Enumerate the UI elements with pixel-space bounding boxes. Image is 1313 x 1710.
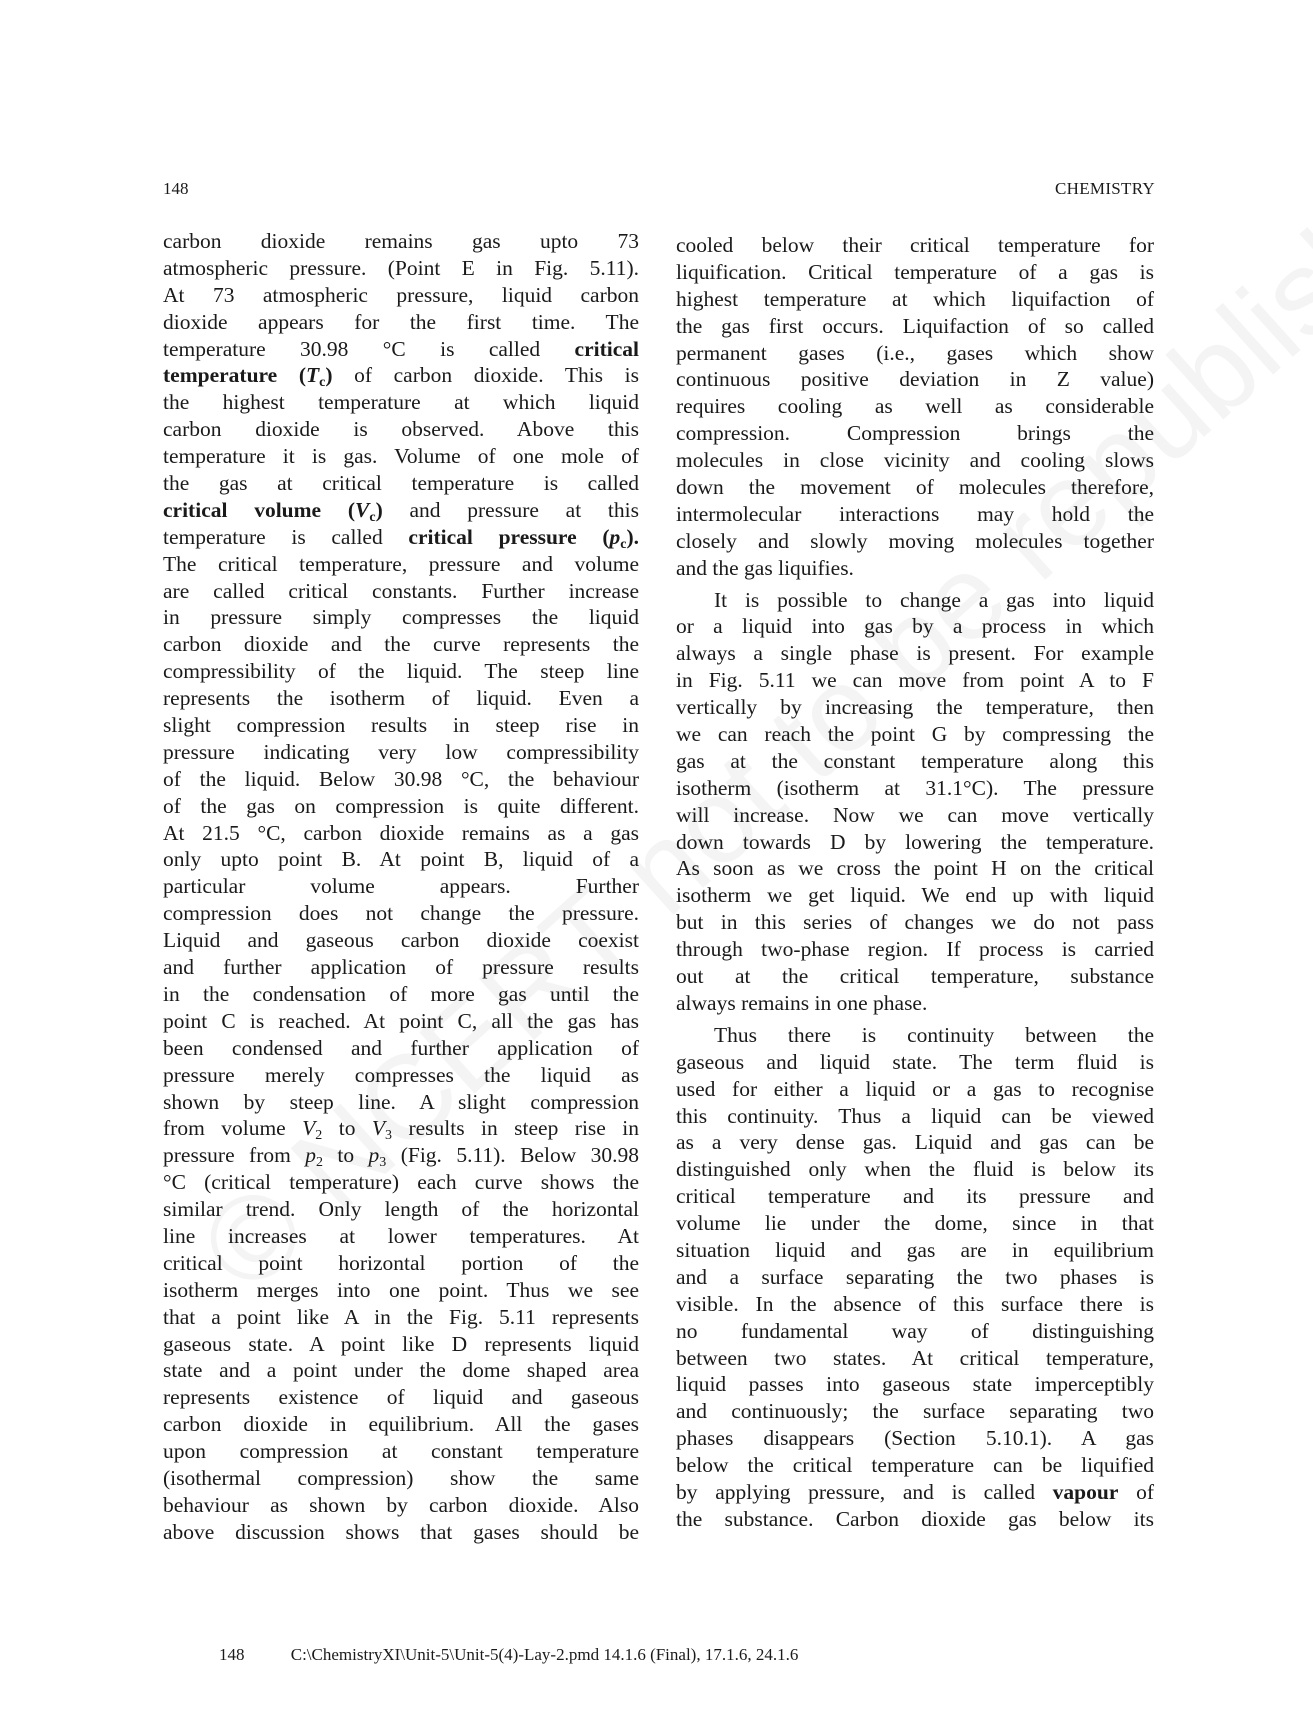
text-line (163, 1223, 639, 1250)
text-line (163, 389, 639, 416)
text-line (163, 873, 639, 900)
text: visible. In the absence of this surface there is (676, 1291, 1154, 1316)
text-line (163, 443, 639, 470)
text: At 21.5 °C, carbon dioxide remains as a gas (163, 820, 639, 845)
text: Thus there is continuity between the (714, 1022, 1154, 1047)
styled-text: V (371, 1116, 386, 1141)
text: pressure merely compresses the liquid as (163, 1062, 639, 1087)
text-line (163, 1411, 639, 1438)
text: °C (critical temperature) each curve shows the (163, 1170, 639, 1195)
text: similar trend. Only length of the horizontal (163, 1197, 639, 1222)
text: particular volume appears. Further (163, 874, 639, 899)
text: but in this series of changes we do not pass (676, 910, 1154, 935)
paragraph (676, 232, 1154, 582)
text: intermolecular interactions may hold the (676, 501, 1154, 526)
text: as a very dense gas. Liquid and gas can be (676, 1130, 1154, 1155)
text: continuous positive deviation in Z value) (676, 367, 1154, 392)
text: At 73 atmospheric pressure, liquid carbon (163, 282, 639, 307)
text: and a surface separating the two phases is (676, 1264, 1154, 1289)
text: liquid passes into gaseous state imperceptibly (676, 1372, 1154, 1397)
text: to (322, 1116, 372, 1141)
text: are called critical constants. Further increase (163, 578, 639, 603)
text: compression. Compression brings the (676, 421, 1154, 446)
text-line (676, 1452, 1154, 1479)
text: compressibility of the liquid. The steep line (163, 659, 639, 684)
text-line (163, 1089, 639, 1116)
text: dioxide appears for the first time. The (163, 309, 639, 334)
text: represents the isotherm of liquid. Even a (163, 686, 639, 711)
text: used for either a liquid or a gas to recognise (676, 1076, 1154, 1101)
text: carbon dioxide in equilibrium. All the gases (163, 1412, 639, 1437)
text-line (163, 1035, 639, 1062)
text: temperature it is gas. Volume of one mole of (163, 444, 639, 469)
text-line (163, 470, 639, 497)
subscript: 2 (315, 1128, 323, 1144)
text: in pressure simply compresses the liquid (163, 605, 639, 630)
text-line (676, 474, 1154, 501)
text-line (676, 855, 1154, 882)
text-line (676, 1479, 1154, 1506)
text-line (163, 1062, 639, 1089)
text: temperature is called (163, 524, 409, 549)
text: that a point like A in the Fig. 5.11 represents (163, 1304, 639, 1329)
text-line (163, 1277, 639, 1304)
text: Liquid and gaseous carbon dioxide coexist (163, 928, 639, 953)
text: critical temperature and its pressure and (676, 1184, 1154, 1209)
paragraph (676, 1022, 1154, 1533)
text-line (676, 420, 1154, 447)
text: atmospheric pressure. (Point E in Fig. 5.11). (163, 255, 639, 280)
text: gaseous and liquid state. The term fluid is (676, 1049, 1154, 1074)
text-line (676, 829, 1154, 856)
text-line (163, 1384, 639, 1411)
footer (219, 1645, 798, 1665)
text: state and a point under the dome shaped area (163, 1358, 639, 1383)
text-line (676, 613, 1154, 640)
text: down the movement of molecules therefore, (676, 475, 1154, 500)
text: situation liquid and gas are in equilibrium (676, 1237, 1154, 1262)
text-line (163, 604, 639, 631)
text-line (676, 393, 1154, 420)
text: gas at the constant temperature along this (676, 748, 1154, 773)
text-line (163, 524, 639, 551)
text: gaseous state. A point like D represents liquid (163, 1331, 639, 1356)
text: of the liquid. Below 30.98 °C, the behaviour (163, 766, 639, 791)
text: no fundamental way of distinguishing (676, 1318, 1154, 1343)
text: carbon dioxide and the curve represents the (163, 632, 639, 657)
bold-term: critical volume ( (163, 497, 355, 522)
text-line (676, 1022, 1154, 1049)
text: only upto point B. At point B, liquid of a (163, 847, 639, 872)
text-line (676, 1156, 1154, 1183)
text-line (676, 587, 1154, 614)
subscript: c (369, 509, 376, 525)
text-line (163, 1465, 639, 1492)
text-line (676, 259, 1154, 286)
text: the highest temperature at which liquid (163, 390, 639, 415)
text: temperature 30.98 °C is called (163, 336, 575, 361)
subscript: 3 (379, 1155, 387, 1171)
text-line (163, 497, 639, 524)
right-column (676, 232, 1154, 1538)
text: and the gas liquifies. (676, 555, 854, 580)
text: permanent gases (i.e., gases which show (676, 340, 1154, 365)
text: down towards D by lowering the temperature. (676, 829, 1154, 854)
text: always remains in one phase. (676, 990, 928, 1015)
text-line (163, 739, 639, 766)
text: shown by steep line. A slight compression (163, 1089, 639, 1114)
text: isotherm we get liquid. We end up with liquid (676, 883, 1154, 908)
text-line (676, 640, 1154, 667)
text: represents existence of liquid and gaseous (163, 1385, 639, 1410)
text-line (163, 255, 639, 282)
text: and pressure at this (382, 497, 639, 522)
text: carbon dioxide is observed. Above this (163, 417, 639, 442)
text-line (676, 366, 1154, 393)
styled-text: V (302, 1116, 316, 1141)
text: point C is reached. At point C, all the gas has (163, 1008, 639, 1033)
text: isotherm merges into one point. Thus we see (163, 1277, 639, 1302)
text: (isothermal compression) show the same (163, 1465, 639, 1490)
text-line (676, 1506, 1154, 1533)
footer-page-number: 148 (219, 1645, 245, 1664)
text-line (676, 1264, 1154, 1291)
text: from volume (163, 1116, 303, 1141)
text-line (163, 416, 639, 443)
text-line (676, 775, 1154, 802)
text: results in steep rise in (392, 1116, 639, 1141)
text-line (676, 313, 1154, 340)
text: of carbon dioxide. This is (332, 363, 639, 388)
text-line (676, 528, 1154, 555)
subscript: c (620, 536, 627, 552)
text-line (163, 820, 639, 847)
text-line (163, 282, 639, 309)
text: molecules in close vicinity and cooling slows (676, 448, 1154, 473)
styled-text: T (305, 363, 320, 388)
text: liquification. Critical temperature of a gas is (676, 259, 1154, 284)
text: been condensed and further application of (163, 1035, 639, 1060)
text-line (163, 551, 639, 578)
text-line (676, 555, 1154, 582)
text-line (676, 882, 1154, 909)
styled-text: p (305, 1143, 316, 1168)
text-line (676, 990, 1154, 1017)
text-line (676, 232, 1154, 259)
text-line (676, 447, 1154, 474)
subscript: c (319, 375, 326, 391)
text-line (676, 286, 1154, 313)
text-line (676, 1237, 1154, 1264)
bold-term: critical (574, 336, 639, 361)
text-line (676, 1291, 1154, 1318)
text-line (676, 1398, 1154, 1425)
text-line (676, 1425, 1154, 1452)
paragraph (676, 587, 1154, 1017)
text-line (676, 1318, 1154, 1345)
text-line (163, 685, 639, 712)
text-line (163, 927, 639, 954)
text: slight compression results in steep rise in (163, 713, 639, 738)
text: vertically by increasing the temperature, then (676, 695, 1154, 720)
text-line (676, 1183, 1154, 1210)
text: the gas first occurs. Liquifaction of so called (676, 313, 1154, 338)
text-line (676, 1371, 1154, 1398)
text-line (163, 631, 639, 658)
text-line (163, 228, 639, 255)
bold-term: temperature ( (163, 363, 306, 388)
text: in Fig. 5.11 we can move from point A to F (676, 668, 1154, 693)
text-line (676, 667, 1154, 694)
text: (Fig. 5.11). Below 30.98 (386, 1143, 639, 1168)
text-line (163, 1304, 639, 1331)
text: requires cooling as well as considerable (676, 394, 1154, 419)
text: isotherm (isotherm at 31.1°C). The pressure (676, 775, 1154, 800)
text: the gas at critical temperature is called (163, 471, 639, 496)
text: always a single phase is present. For example (676, 641, 1154, 666)
text-line (163, 1115, 639, 1142)
text: and continuously; the surface separating two (676, 1399, 1154, 1424)
text: pressure from (163, 1143, 306, 1168)
text: critical point horizontal portion of the (163, 1250, 639, 1275)
text-line (163, 846, 639, 873)
styled-text: V (355, 497, 370, 522)
text: we can reach the point G by compressing the (676, 722, 1154, 747)
text: between two states. At critical temperature, (676, 1345, 1154, 1370)
text: behaviour as shown by carbon dioxide. Also (163, 1492, 639, 1517)
text-line (163, 1357, 639, 1384)
text-line (163, 578, 639, 605)
text-line (163, 1008, 639, 1035)
text: compression does not change the pressure. (163, 901, 639, 926)
header-page-number: 148 (163, 179, 189, 198)
text-line (676, 721, 1154, 748)
text-line (163, 1492, 639, 1519)
text: phases disappears (Section 5.10.1). A gas (676, 1426, 1154, 1451)
text-line (163, 336, 639, 363)
text: out at the critical temperature, substance (676, 964, 1154, 989)
text-line (676, 1076, 1154, 1103)
bold-term: vapour (1052, 1479, 1119, 1504)
text-line (676, 802, 1154, 829)
text-line (163, 362, 639, 389)
text-line (163, 1438, 639, 1465)
text: this continuity. Thus a liquid can be viewed (676, 1103, 1154, 1128)
text: of the gas on compression is quite different. (163, 793, 639, 818)
bold-term: ). (626, 524, 639, 549)
text: As soon as we cross the point H on the critical (676, 856, 1154, 881)
text-line (163, 954, 639, 981)
text: the substance. Carbon dioxide gas below its (676, 1506, 1154, 1531)
text: or a liquid into gas by a process in which (676, 614, 1154, 639)
bold-term: critical pressure ( (408, 524, 610, 549)
text: upon compression at constant temperature (163, 1439, 639, 1464)
header-running-title: CHEMISTRY (1055, 179, 1155, 198)
text-line (676, 909, 1154, 936)
text-line (163, 712, 639, 739)
text-line (676, 1129, 1154, 1156)
text-line (163, 1331, 639, 1358)
subscript: 2 (316, 1155, 323, 1171)
bold-term: ) (325, 363, 333, 388)
text-line (676, 501, 1154, 528)
styled-text: p (368, 1143, 380, 1168)
text-line (676, 1103, 1154, 1130)
text-line (676, 963, 1154, 990)
styled-text: p (609, 524, 621, 549)
left-column (163, 228, 639, 1551)
text: line increases at lower temperatures. At (163, 1223, 639, 1248)
text-line (676, 340, 1154, 367)
text: above discussion shows that gases should be (163, 1519, 639, 1544)
text: pressure indicating very low compressibility (163, 739, 639, 764)
text-line (676, 1049, 1154, 1076)
text: will increase. Now we can move vertically (676, 802, 1154, 827)
subscript: 3 (385, 1128, 393, 1144)
text-line (163, 309, 639, 336)
text: through two-phase region. If process is carried (676, 937, 1154, 962)
text: closely and slowly moving molecules together (676, 528, 1154, 553)
text-line (163, 1169, 639, 1196)
text: in the condensation of more gas until the (163, 981, 639, 1006)
text: The critical temperature, pressure and volume (163, 551, 639, 576)
footer-file-info: C:\ChemistryXI\Unit-5\Unit-5(4)-Lay-2.pmd 14.1.6 (Final), 17.1.6, 24.1.6 (290, 1645, 799, 1664)
text: It is possible to change a gas into liquid (714, 587, 1154, 612)
text: by applying pressure, and is called (676, 1479, 1053, 1504)
text-line (676, 1210, 1154, 1237)
text: of (1118, 1479, 1154, 1504)
text: carbon dioxide remains gas upto 73 (163, 229, 639, 253)
text: below the critical temperature can be liquified (676, 1453, 1154, 1478)
text-line (163, 658, 639, 685)
text-line (163, 1142, 639, 1169)
text-line (163, 1196, 639, 1223)
text-line (163, 1250, 639, 1277)
text-line (163, 1519, 639, 1546)
text: and further application of pressure results (163, 955, 639, 980)
text-line (676, 748, 1154, 775)
text: cooled below their critical temperature for (676, 233, 1154, 257)
text-line (163, 766, 639, 793)
text-line (676, 936, 1154, 963)
paragraph (163, 228, 639, 1546)
text-line (163, 793, 639, 820)
text-line (676, 694, 1154, 721)
text-line (676, 1345, 1154, 1372)
bold-term: ) (375, 497, 383, 522)
text: distinguished only when the fluid is below its (676, 1157, 1154, 1182)
text-line (163, 981, 639, 1008)
text-line (163, 900, 639, 927)
text: volume lie under the dome, since in that (676, 1211, 1154, 1236)
text: highest temperature at which liquifaction of (676, 286, 1154, 311)
text: to (323, 1143, 369, 1168)
